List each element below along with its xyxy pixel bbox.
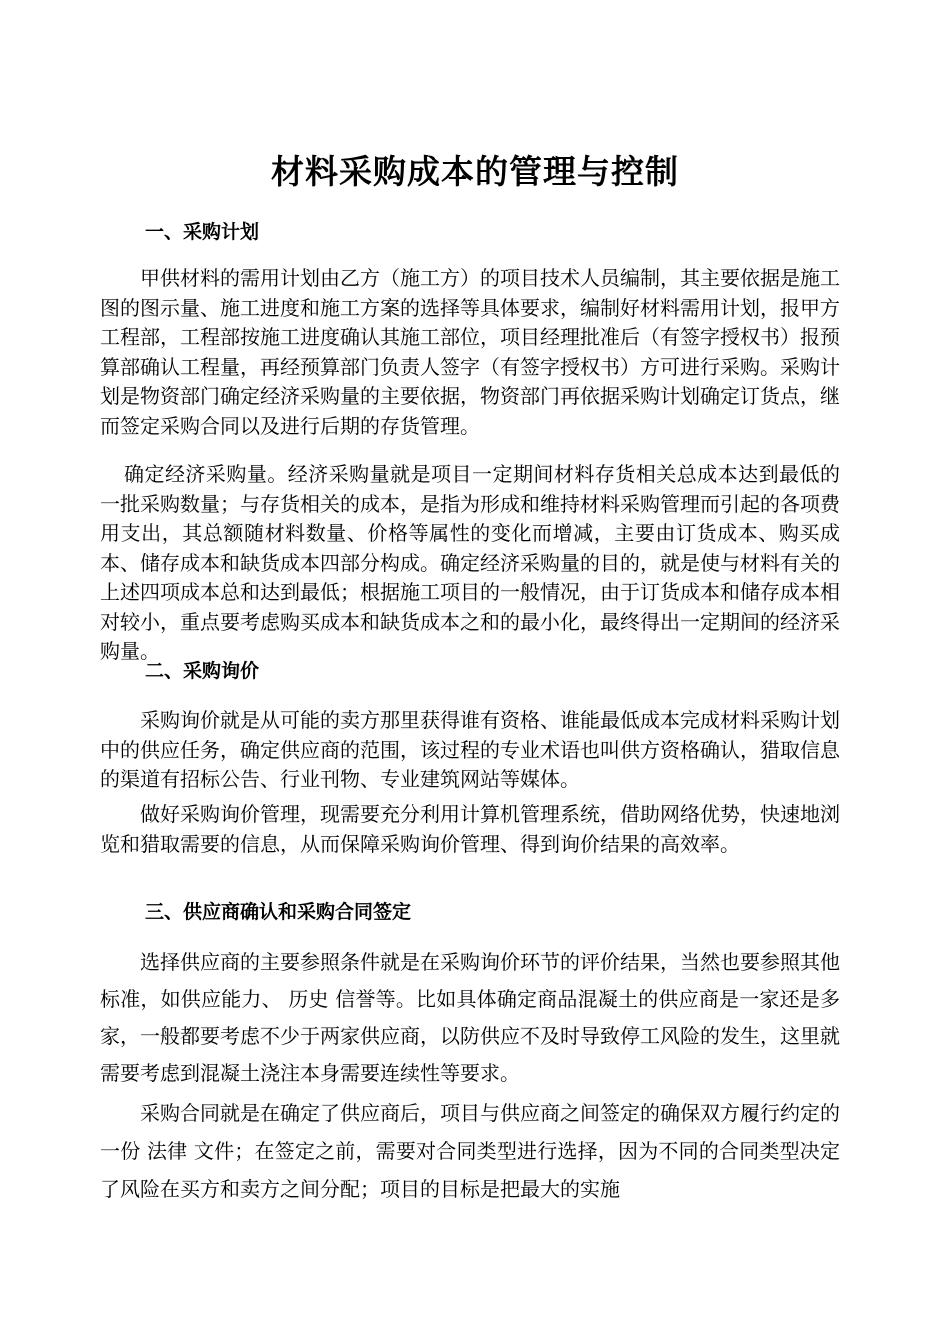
section-heading-supplier-contract: 三、供应商确认和采购合同签定 [145, 901, 412, 923]
section-heading-purchase-plan: 一、采购计划 [145, 221, 260, 243]
paragraph: 甲供材料的需用计划由乙方（施工方）的项目技术人员编制，其主要依据是施工图的图示量、施工进度和施工方案的选择等具体要求，编制好材料需用计划，报甲方工程部，工程部按施工进度确认其施工部位，项目经理批准后（有签字授权书）报预算部确认工程量，再经预算部门负责人签字（有签字授权书）方可进行采购。采购计划是物资部门确定经济采购量的主要依据，物资部门再依据采购计划确定订货点，继而签定采购合同以及进行后期的存货管理。 [100, 266, 840, 438]
section-heading-purchase-inquiry: 二、采购询价 [145, 660, 260, 682]
paragraph: 确定经济采购量。经济采购量就是项目一定期间材料存货相关总成本达到最低的一批采购数量；与存货相关的成本，是指为形成和维持材料采购管理而引起的各项费用支出，其总额随材料数量、价格等属性的变化而增减，主要由订货成本、购买成本、储存成本和缺货成本四部分构成。确定经济采购量的目的，就是使与材料有关的上述四项成本总和达到最低；根据施工项目的一般情况，由于订货成本和储存成本相对较小，重点要考虑购买成本和缺货成本之和的最小化，最终得出一定期间的经济采购量。 [100, 462, 840, 663]
document-title: 材料采购成本的管理与控制 [271, 152, 679, 191]
paragraph: 做好采购询价管理，现需要充分利用计算机管理系统，借助网络优势，快速地浏览和猎取需要的信息，从而保障采购询价管理、得到询价结果的高效率。 [100, 802, 840, 856]
paragraph: 采购合同就是在确定了供应商后，项目与供应商之间签定的确保双方履行约定的一份 法律 文件；在签定之前，需要对合同类型进行选择，因为不同的合同类型决定了风险在买方和卖方之间分配；项目的目标是把最大的实施 [100, 1101, 840, 1201]
paragraph: 采购询价就是从可能的卖方那里获得谁有资格、谁能最低成本完成材料采购计划中的供应任务，确定供应商的范围，该过程的专业术语也叫供方资格确认，猎取信息的渠道有招标公告、行业刊物、专业建筑网站等媒体。 [100, 708, 840, 791]
paragraph: 选择供应商的主要参照条件就是在采购询价环节的评价结果，当然也要参照其他标准，如供应能力、 历史 信誉等。比如具体确定商品混凝土的供应商是一家还是多家，一般都要考虑不少于两家供应商，以防供应不及时导致停工风险的发生，这里就需要考虑到混凝土浇注本身需要连续性等要求。 [100, 950, 840, 1085]
